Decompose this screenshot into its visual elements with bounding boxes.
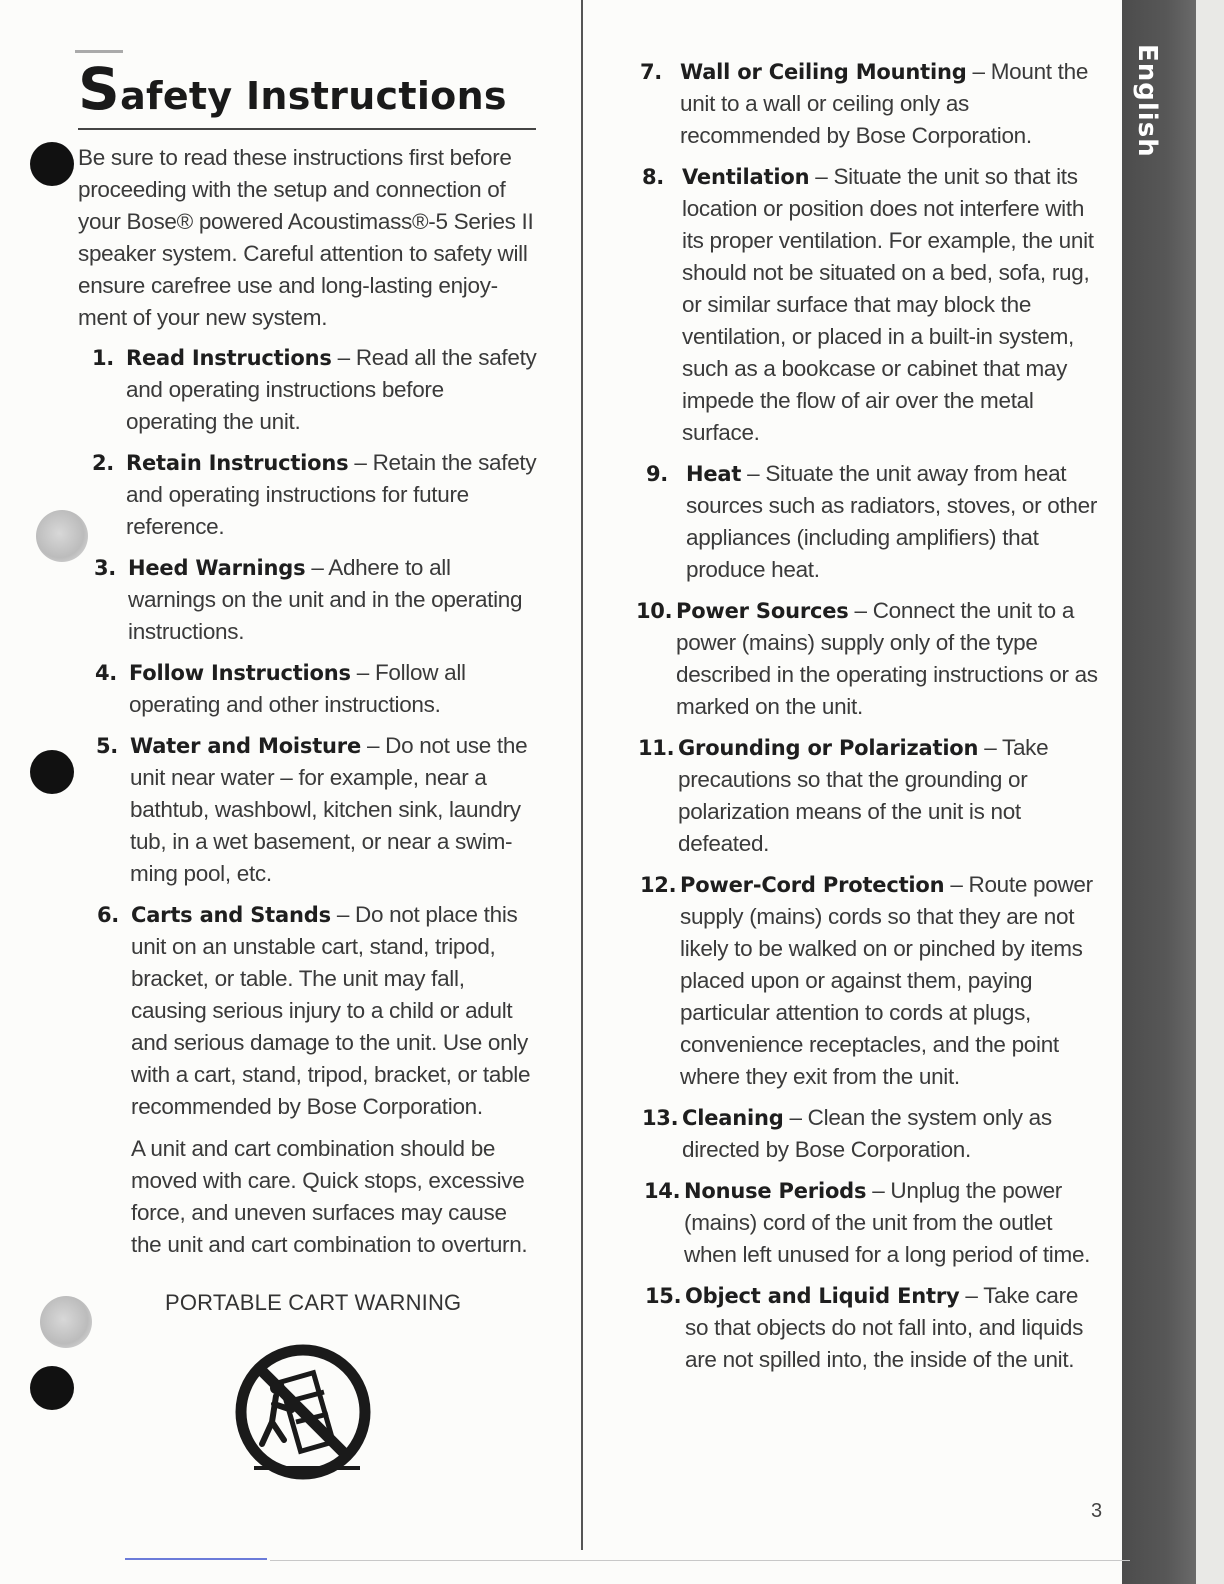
item-number: 1. (92, 346, 114, 370)
instruction-item (92, 342, 540, 438)
item-number: 12. (640, 873, 677, 897)
bottom-rule (270, 1560, 1130, 1561)
instruction-item (644, 1175, 1098, 1271)
item-heading: Heat (686, 462, 742, 486)
instruction-item (92, 447, 540, 543)
item-heading: Power Sources (676, 599, 849, 623)
item-heading: Cleaning (682, 1106, 784, 1130)
item-heading: Retain Instructions (126, 451, 349, 475)
instruction-item (646, 458, 1098, 586)
item-heading: Wall or Ceiling Mounting (680, 60, 967, 84)
item-text: – Situate the unit away from heat sources such as radiators, stoves, or other appliances (including amplifiers) that produce heat. (686, 461, 1098, 582)
item-heading: Ventilation (682, 165, 810, 189)
item-text: – Clean the system only as directed by Bose Corporation. (682, 1105, 1052, 1162)
instruction-item (96, 730, 540, 890)
instruction-item (642, 161, 1098, 449)
title-initial: S (78, 55, 121, 123)
binder-hole (30, 142, 74, 186)
item-number: 7. (640, 60, 662, 84)
item-text: – Take precautions so that the grounding or polarization means of the unit is not defeated. (678, 735, 1049, 856)
instruction-item (94, 552, 540, 648)
binder-hole (36, 510, 88, 562)
instruction-item (642, 1102, 1098, 1166)
item-number: 9. (646, 462, 668, 486)
item-text: – Do not use the unit near water – for example, near a bathtub, washbowl, kitchen sink, laundry tub, in a wet basement, or near a swim-ming pool, etc. (130, 733, 528, 886)
page-title (78, 55, 536, 130)
tip-over-warning-icon (232, 1344, 374, 1480)
item-number: 3. (94, 556, 116, 580)
item-number: 14. (644, 1179, 681, 1203)
binder-hole (30, 750, 74, 794)
item-heading: Grounding or Polarization (678, 736, 979, 760)
instruction-item (636, 595, 1098, 723)
instruction-item (640, 56, 1098, 152)
item-text: – Take care so that objects do not fall into, and liquids are not spilled into, the inside of the unit. (685, 1283, 1084, 1372)
item-heading: Follow Instructions (129, 661, 351, 685)
item-heading: Object and Liquid Entry (685, 1284, 960, 1308)
item-number: 8. (642, 165, 664, 189)
item-number: 4. (95, 661, 117, 685)
left-instruction-list (92, 342, 540, 1270)
language-tab-bar (1122, 0, 1196, 1584)
binder-hole (40, 1296, 92, 1348)
item-number: 10. (636, 599, 673, 623)
item-heading: Read Instructions (126, 346, 332, 370)
instruction-item (95, 657, 540, 721)
title-rest: afety Instructions (120, 74, 507, 118)
item-extra-paragraph: A unit and cart combination should be moved with care. Quick stops, excessive force, and uneven surfaces may cause the unit and cart combination to overturn. (131, 1136, 528, 1257)
item-number: 6. (97, 903, 119, 927)
top-scan-mark (75, 50, 123, 53)
item-text: – Read all the safety and operating instructions before operating the unit. (126, 345, 537, 434)
item-text: – Route power supply (mains) cords so that they are not likely to be walked on or pinched by items placed upon or against them, paying particular attention to cords at plugs, convenience receptacles, and the point where they exit from the unit. (680, 872, 1093, 1089)
page-edge (1196, 0, 1224, 1584)
language-tab-label: English (1132, 44, 1162, 158)
item-number: 15. (645, 1284, 682, 1308)
instruction-item (640, 869, 1098, 1093)
item-heading: Heed Warnings (128, 556, 306, 580)
item-text: – Adhere to all warnings on the unit and in the operating instructions. (128, 555, 523, 644)
item-heading: Carts and Stands (131, 903, 331, 927)
item-number: 13. (642, 1106, 679, 1130)
bottom-scan-line (125, 1558, 267, 1560)
item-number: 11. (638, 736, 675, 760)
item-text: – Mount the unit to a wall or ceiling only as recommended by Bose Corporation. (680, 59, 1089, 148)
item-text: – Situate the unit so that its location or position does not interfere with its proper ventilation. For example, the unit should not be situated on a bed, sofa, rug, or similar surface that may block the ventilation, or placed in a built-in system, such as a bookcase or cabinet that may impede the flow of air over the metal surface. (682, 164, 1094, 445)
item-text: – Do not place this unit on an unstable cart, stand, tripod, bracket, or table. The unit may fall, causing serious injury to a child or adult and serious damage to the unit. Use only with a cart, stand, tripod, bracket, or table recommended by Bose Corporation. (131, 902, 531, 1119)
cart-warning-label: PORTABLE CART WARNING (165, 1290, 462, 1315)
item-number: 5. (96, 734, 118, 758)
item-text: – Follow all operating and other instructions. (129, 660, 466, 717)
right-instruction-list (636, 56, 1098, 1385)
page-number: 3 (1091, 1500, 1103, 1522)
binder-hole (30, 1366, 74, 1410)
item-heading: Power-Cord Protection (680, 873, 945, 897)
item-heading: Water and Moisture (130, 734, 362, 758)
item-number: 2. (92, 451, 114, 475)
instruction-item (645, 1280, 1098, 1376)
item-text: – Retain the safety and operating instructions for future reference. (126, 450, 537, 539)
intro-paragraph: Be sure to read these instructions first before proceeding with the setup and connection of your Bose® powered Acoustimass®-5 Series II speaker system. Careful attention to safety will ensure carefree use and long-lasting enjoy-ment of your new system. (78, 145, 534, 330)
column-divider (581, 0, 583, 1550)
instruction-item (638, 732, 1098, 860)
item-text: – Connect the unit to a power (mains) supply only of the type described in the operating instructions or as marked on the unit. (676, 598, 1098, 719)
item-heading: Nonuse Periods (684, 1179, 867, 1203)
instruction-item (97, 899, 540, 1261)
item-text: – Unplug the power (mains) cord of the unit from the outlet when left unused for a long period of time. (684, 1178, 1091, 1267)
